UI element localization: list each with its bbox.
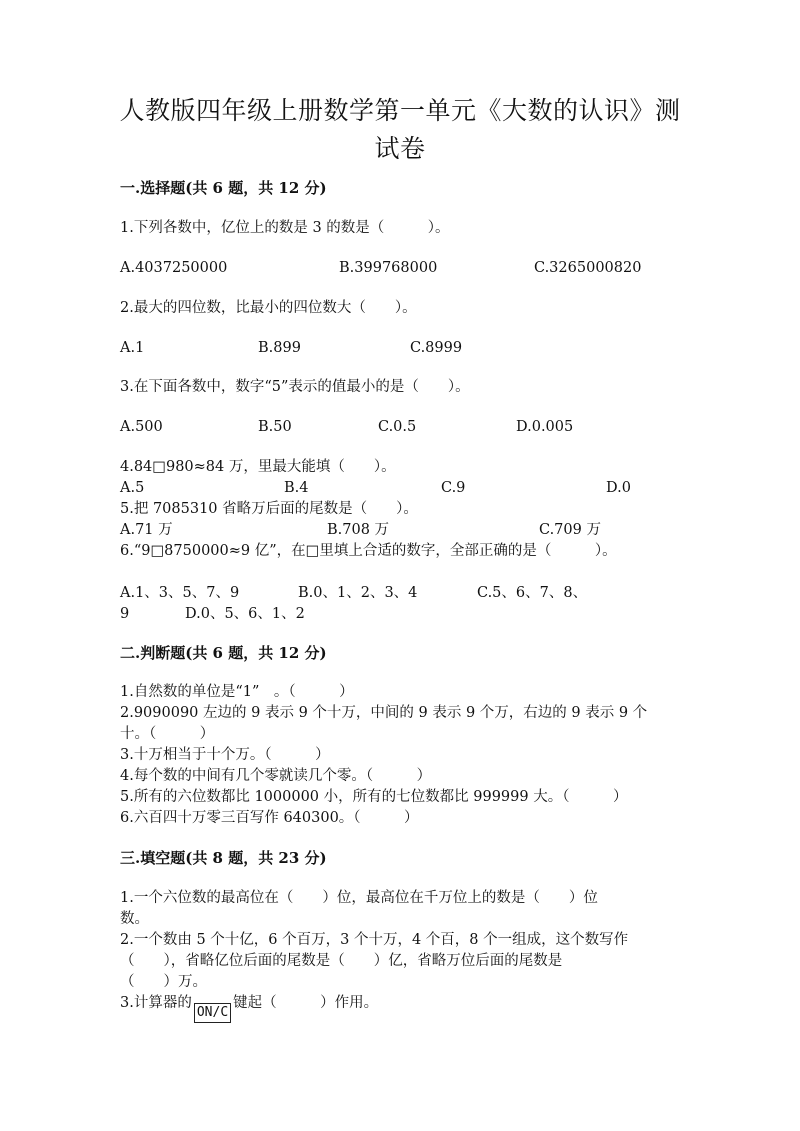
q2-option-b: B.899 xyxy=(258,340,301,356)
fill-in-line: 1.一个六位数的最高位在（ ）位，最高位在千万位上的数是（ ）位 xyxy=(120,890,598,906)
q2-option-a: A.1 xyxy=(120,340,145,356)
judgement-line: 十。（ ） xyxy=(120,726,215,742)
fill-in-line: 数。 xyxy=(120,911,149,927)
q6-option-c-continued: 9 xyxy=(120,606,130,622)
question-6-stem: 6.“9□8750000≈9 亿”，在□里填上合适的数字，全部正确的是（ ）。 xyxy=(120,543,617,559)
fill-in-question-3 xyxy=(120,992,379,1020)
fill-in-line: 2.一个数由 5 个十亿，6 个百万，3 个十万，4 个百，8 个一组成，这个数写作 xyxy=(120,932,629,948)
q6-option-a: A.1、3、5、7、9 xyxy=(120,585,240,601)
q5-option-b: B.708 万 xyxy=(327,522,390,538)
q4-option-a: A.5 xyxy=(120,480,145,496)
calculator-key-onc: ON/C xyxy=(194,1003,231,1023)
q1-option-b: B.399768000 xyxy=(339,260,438,276)
q5-option-a: A.71 万 xyxy=(120,522,173,538)
fill-in-q3-prefix: 3.计算器的 xyxy=(120,995,192,1011)
q2-option-c: C.8999 xyxy=(410,340,463,356)
judgement-line: 4.每个数的中间有几个零就读几个零。（ ） xyxy=(120,768,432,784)
question-4-stem: 4.84□980≈84 万，里最大能填（ ）。 xyxy=(120,459,396,475)
q3-option-b: B.50 xyxy=(258,419,292,435)
q4-option-d: D.0 xyxy=(606,480,631,496)
judgement-line: 1.自然数的单位是“1” 。（ ） xyxy=(120,684,354,700)
question-3-stem: 3.在下面各数中，数字“5”表示的值最小的是（ ）。 xyxy=(120,379,470,395)
q6-option-c: C.5、6、7、8、 xyxy=(477,585,588,601)
judgement-line: 5.所有的六位数都比 1000000 小，所有的七位数都比 999999 大。（ ） xyxy=(120,789,628,805)
q4-option-c: C.9 xyxy=(441,480,466,496)
judgement-line: 6.六百四十万零三百写作 640300。（ ） xyxy=(120,810,419,826)
q4-option-b: B.4 xyxy=(284,480,309,496)
fill-in-q3-suffix: 键起（ ）作用。 xyxy=(233,995,379,1011)
question-5-stem: 5.把 7085310 省略万后面的尾数是（ ）。 xyxy=(120,501,418,517)
title-line-1: 人教版四年级上册数学第一单元《大数的认识》测 xyxy=(119,96,681,125)
judgement-line: 2.9090090 左边的 9 表示 9 个十万，中间的 9 表示 9 个万，右边的 9 表示 9 个 xyxy=(120,705,648,721)
q6-option-b: B.0、1、2、3、4 xyxy=(298,585,418,601)
section-heading-judgement: 二.判断题(共 6 题，共 12 分) xyxy=(120,644,327,662)
q1-option-c: C.3265000820 xyxy=(534,260,642,276)
q6-option-d: D.0、5、6、1、2 xyxy=(185,606,305,622)
q1-option-a: A.4037250000 xyxy=(120,260,228,276)
question-2-stem: 2.最大的四位数，比最小的四位数大（ ）。 xyxy=(120,300,417,316)
question-1-stem: 1.下列各数中，亿位上的数是 3 的数是（ ）。 xyxy=(120,220,450,236)
section-heading-fill-in: 三.填空题(共 8 题，共 23 分) xyxy=(120,849,327,867)
q3-option-d: D.0.005 xyxy=(516,419,574,435)
section-heading-choice: 一.选择题(共 6 题，共 12 分) xyxy=(120,179,327,197)
page-title xyxy=(100,92,700,168)
fill-in-line: （ ），省略亿位后面的尾数是（ ）亿，省略万位后面的尾数是 xyxy=(120,953,563,969)
q3-option-c: C.0.5 xyxy=(378,419,417,435)
q3-option-a: A.500 xyxy=(120,419,163,435)
q5-option-c: C.709 万 xyxy=(539,522,601,538)
judgement-line: 3.十万相当于十个万。（ ） xyxy=(120,747,330,763)
fill-in-line: （ ）万。 xyxy=(120,974,207,990)
title-line-2: 试卷 xyxy=(374,134,426,163)
